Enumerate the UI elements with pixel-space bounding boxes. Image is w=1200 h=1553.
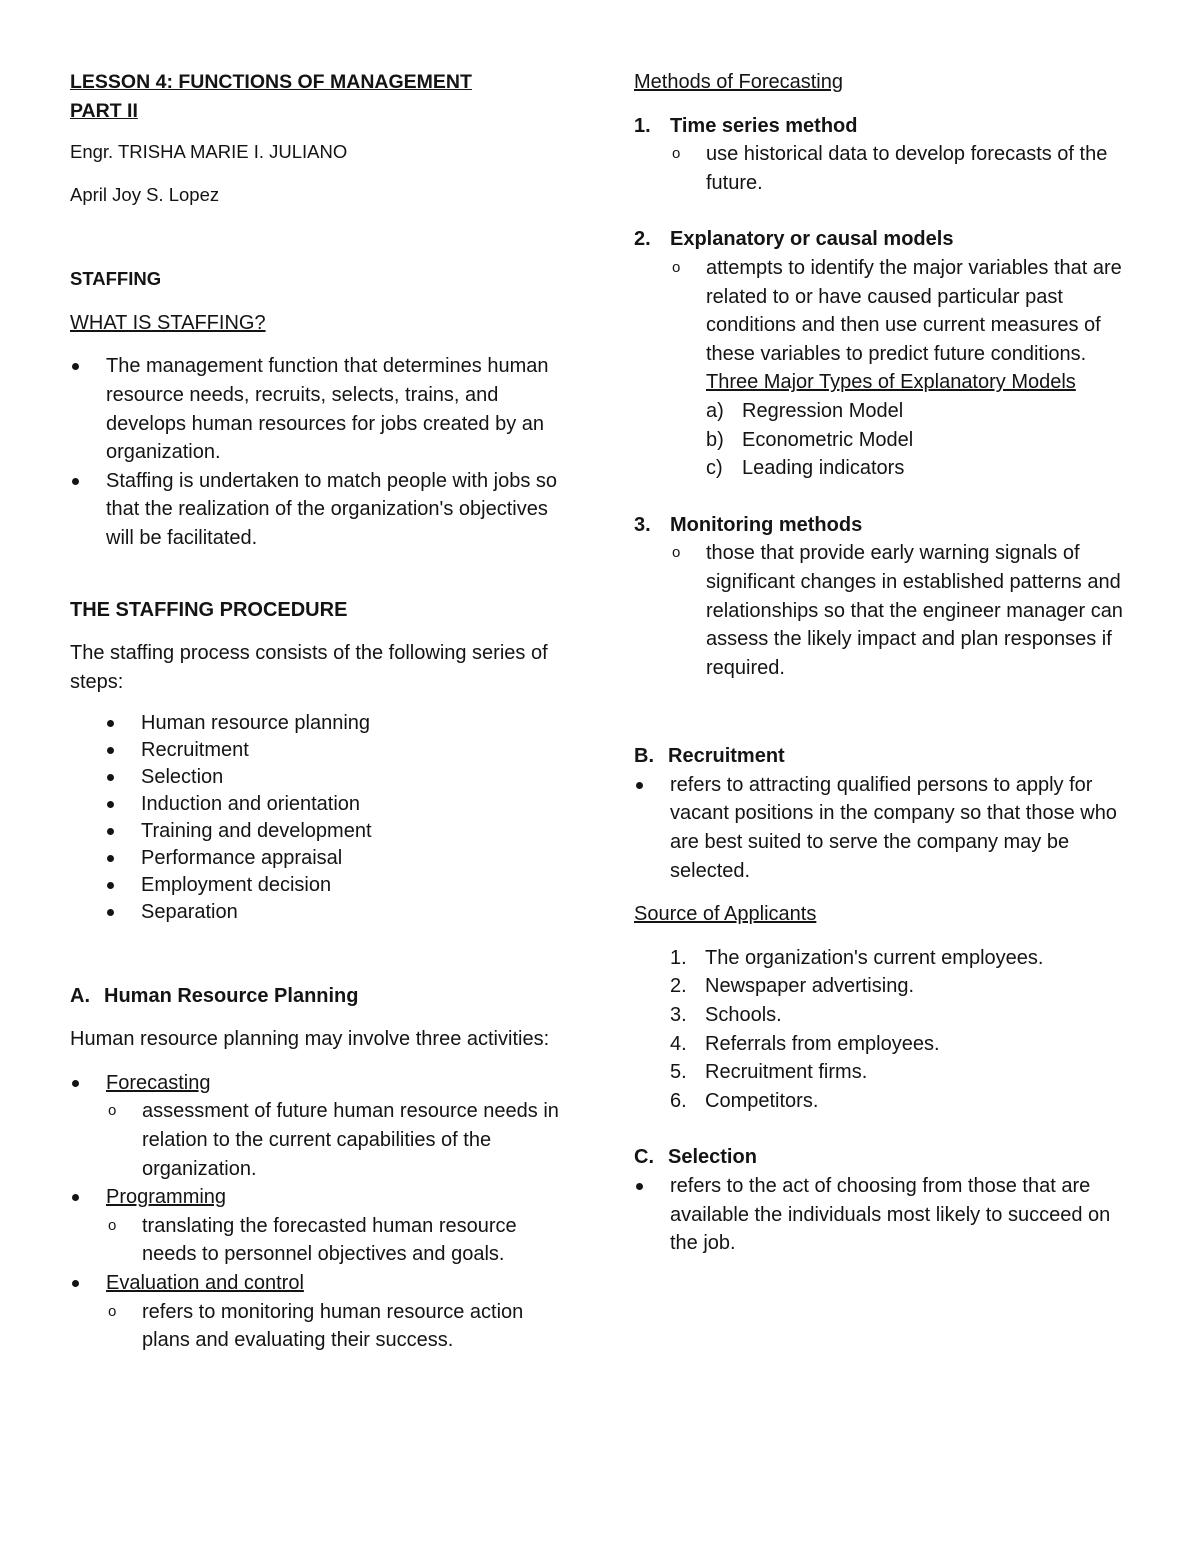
staffing-steps-list — [70, 710, 568, 925]
hrp-heading — [70, 982, 568, 1011]
circle-bullet-icon: o — [108, 1302, 117, 1320]
hrp-activity-item — [70, 1269, 568, 1355]
bullet-icon — [107, 720, 114, 727]
bullet-icon — [107, 882, 114, 889]
methods-heading: Methods of Forecasting — [634, 71, 843, 93]
lesson-title-line1: LESSON 4: FUNCTIONS OF MANAGEMENT — [70, 71, 472, 93]
list-item: The management function that determines human resource needs, recruits, selects, trains, and develops human resources for jobs created by an organization. — [70, 352, 568, 466]
staffing-procedure-heading: THE STAFFING PROCEDURE — [70, 598, 348, 621]
step-item: Recruitment — [70, 737, 568, 764]
recruitment-heading — [634, 742, 1138, 771]
circle-bullet-icon: o — [108, 1216, 117, 1234]
applicant-source-item: 4. Referrals from employees. — [670, 1032, 940, 1055]
activity-description: translating the forecasted human resource needs to personnel objectives and goals. — [142, 1214, 517, 1266]
bullet-icon — [107, 909, 114, 916]
circle-bullet-icon: o — [108, 1102, 117, 1120]
hrp-intro: Human resource planning may involve three activities: — [70, 1028, 550, 1051]
bullet-icon — [72, 363, 79, 370]
activity-name: Forecasting — [106, 1071, 211, 1094]
activity-name: Evaluation and control — [106, 1271, 304, 1294]
applicant-source-item: 5. Recruitment firms. — [670, 1061, 868, 1084]
list-item: Staffing is undertaken to match people with jobs so that the realization of the organization's objectives will be facilitated. — [70, 467, 568, 553]
recruitment-definition: refers to attracting qualified persons to apply for vacant positions in the company so that those who are best suited to serve the company may be selected. — [634, 771, 1138, 885]
explanatory-type-item: b) Econometric Model — [706, 428, 914, 451]
step-item: Selection — [70, 764, 568, 791]
author-instructor: Engr. TRISHA MARIE I. JULIANO — [70, 141, 348, 162]
method-name: Explanatory or causal models — [670, 228, 954, 251]
explanatory-types-heading: Three Major Types of Explanatory Models — [706, 371, 1076, 394]
method-name: Time series method — [670, 114, 858, 137]
hrp-activity-item — [70, 1069, 568, 1183]
selection-definition: refers to the act of choosing from those that are available the individuals most likely to succeed on the job. — [634, 1172, 1138, 1258]
method-item: 3. Monitoring methods o those that provide early warning signals of significant changes in established patterns and relationships so that the engineer manager can assess the likely impact and plan responses if required. — [634, 513, 1123, 679]
staffing-heading: STAFFING — [70, 268, 162, 290]
left-column — [70, 68, 568, 1355]
activity-description: refers to monitoring human resource action plans and evaluating their success. — [142, 1300, 524, 1352]
step-item: Separation — [70, 899, 568, 926]
hrp-activities-list — [70, 1069, 568, 1355]
bullet-icon — [107, 747, 114, 754]
bullet-icon — [107, 801, 114, 808]
section-title: Human Resource Planning — [104, 984, 359, 1007]
step-item: Employment decision — [70, 872, 568, 899]
method-item: 1. Time series method o use historical data to develop forecasts of the future. — [634, 114, 1108, 194]
bullet-icon — [107, 855, 114, 862]
section-title: Selection — [668, 1146, 757, 1169]
step-item: Human resource planning — [70, 710, 568, 737]
activity-description: assessment of future human resource needs in relation to the current capabilities of the organization. — [142, 1100, 559, 1180]
staffing-procedure-intro: The staffing process consists of the following series of steps: — [70, 642, 548, 693]
step-item: Induction and orientation — [70, 791, 568, 818]
staffing-definition-list — [70, 352, 568, 552]
applicant-source-item: 3. Schools. — [670, 1004, 782, 1027]
section-letter: A. — [70, 984, 90, 1007]
author-student: April Joy S. Lopez — [70, 183, 220, 205]
explanatory-type-item: c) Leading indicators — [706, 457, 905, 480]
lesson-title-line2: PART II — [70, 100, 138, 122]
section-letter: C. — [634, 1146, 654, 1169]
circle-bullet-icon: o — [672, 258, 681, 276]
bullet-icon — [636, 782, 643, 789]
step-item: Training and development — [70, 818, 568, 845]
bullet-icon — [72, 478, 79, 485]
method-name: Monitoring methods — [670, 513, 863, 536]
applicant-sources-list — [634, 944, 1138, 1116]
bullet-icon — [72, 1280, 79, 1287]
bullet-icon — [72, 1080, 79, 1087]
what-is-staffing-heading: WHAT IS STAFFING? — [70, 311, 266, 334]
bullet-icon — [636, 1183, 643, 1190]
source-of-applicants-heading: Source of Applicants — [634, 903, 817, 926]
circle-bullet-icon: o — [672, 544, 681, 562]
applicant-source-item: 1. The organization's current employees. — [670, 946, 1044, 969]
applicant-source-item: 2. Newspaper advertising. — [670, 975, 914, 998]
bullet-icon — [107, 828, 114, 835]
bullet-icon — [107, 774, 114, 781]
method-item: 2. Explanatory or causal models o attempts to identify the major variables that are related to or have caused particular past conditions and then use current measures of these variables to predict future conditions. Three Major Types of Explanatory Models a) Regression Model b) Econometric Model c) Leading indicators — [634, 225, 1138, 482]
activity-name: Programming — [106, 1186, 227, 1209]
section-title: Recruitment — [668, 745, 785, 768]
forecasting-methods-list — [634, 112, 1138, 683]
circle-bullet-icon: o — [672, 145, 681, 163]
section-letter: B. — [634, 745, 654, 768]
right-column — [634, 68, 1138, 1258]
explanatory-types-list — [706, 397, 1138, 483]
selection-heading — [634, 1143, 1138, 1172]
applicant-source-item: 6. Competitors. — [670, 1089, 819, 1112]
bullet-icon — [72, 1194, 79, 1201]
hrp-activity-item — [70, 1183, 568, 1269]
explanatory-type-item: a) Regression Model — [706, 399, 904, 422]
step-item: Performance appraisal — [70, 845, 568, 872]
